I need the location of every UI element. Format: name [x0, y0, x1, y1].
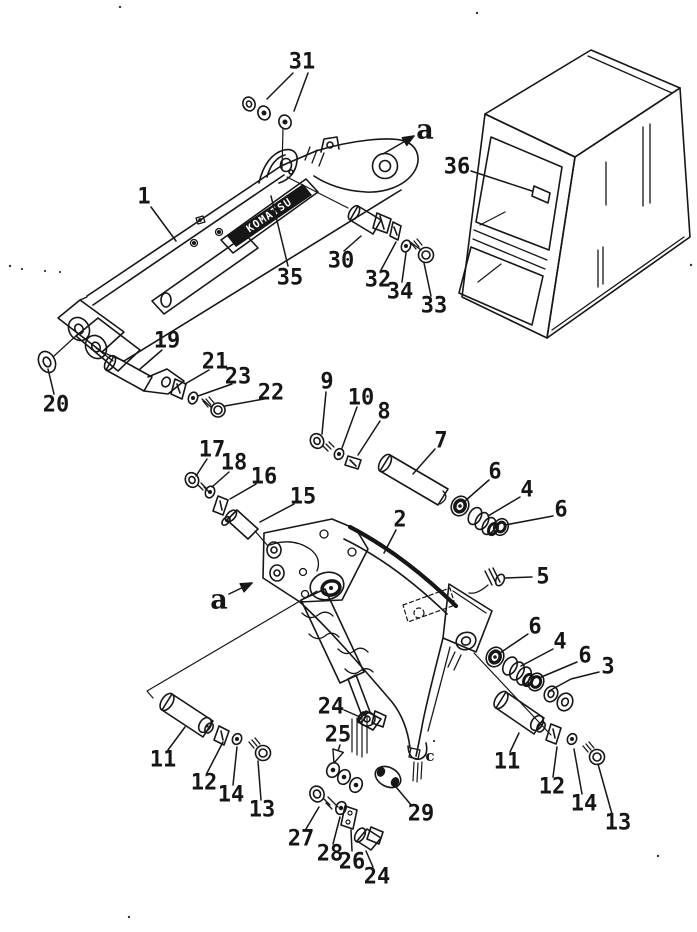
cylinder-rod [348, 675, 370, 716]
arm-bucket-eye [454, 630, 479, 653]
callout-14 [218, 747, 245, 808]
part-10-washer [333, 447, 346, 461]
callout-label-2: 2 [393, 507, 407, 533]
callout-label-21: 21 [201, 349, 229, 375]
cylinder-boot-lines [302, 612, 373, 673]
arm-bracket-ear-1 [267, 542, 281, 558]
callout-24 [318, 695, 360, 720]
callout-19 [140, 329, 180, 370]
cab-window-upper-reflection [480, 212, 505, 225]
callout-label-6: 6 [578, 643, 592, 669]
cab-right-face [547, 88, 690, 338]
callout-25 [325, 723, 352, 764]
callout-label-13: 13 [248, 797, 276, 823]
part-24-pin-lower [352, 826, 383, 850]
part-13-bolt-right [583, 742, 605, 765]
callout-label-24: 24 [363, 864, 391, 890]
callout-label-8: 8 [377, 399, 391, 425]
callout-a [383, 115, 434, 155]
cab-id-plate-36 [532, 186, 550, 203]
callout-label-10: 10 [347, 385, 375, 411]
part-14-washer-left [231, 732, 244, 746]
callout-label-28: 28 [316, 841, 344, 867]
leader-line [402, 253, 406, 282]
callout-label-18: 18 [220, 450, 248, 476]
arm-bracket [263, 519, 368, 602]
arm-inner-edge [416, 638, 443, 756]
arm-bracket-ear-2 [270, 565, 284, 581]
callout-label-34: 34 [386, 279, 414, 305]
arm-tip-hole [409, 748, 420, 759]
part-32-clip [390, 222, 401, 240]
leader-line [151, 207, 176, 241]
part-link-29 [372, 762, 405, 791]
part-9-bolt [308, 431, 334, 451]
cab-left-face [462, 114, 575, 338]
leader-line [505, 516, 553, 525]
leader-line [358, 421, 380, 455]
boom-top-inner-edge [93, 175, 284, 305]
callout-label-24: 24 [317, 694, 345, 720]
leader-line [521, 649, 553, 666]
leader-line [424, 263, 431, 296]
callout-6 [500, 615, 542, 654]
leader-line [333, 817, 340, 844]
leader-line [342, 407, 357, 448]
leader-line [574, 749, 582, 794]
arm-bracket-ear-1-hole [271, 547, 277, 553]
callout-label-4: 4 [553, 629, 567, 655]
part-8-clip [345, 456, 361, 469]
callout-label-25: 25 [324, 722, 352, 748]
callout-31 [267, 50, 315, 112]
arm-top-edge-heavy [350, 527, 456, 606]
callout-label-36: 36 [443, 154, 471, 180]
callout-24 [364, 851, 391, 890]
callout-21 [185, 350, 228, 385]
loose-parts [35, 95, 604, 850]
part-17-bolt [183, 470, 208, 491]
callout-20 [43, 369, 70, 418]
callout-2 [384, 508, 407, 554]
part-20-ring [35, 349, 59, 376]
cab-right-face-lines [598, 124, 650, 287]
part-19-pin [102, 354, 184, 394]
arm-weld-ticks [448, 652, 461, 670]
leader-line [539, 662, 577, 678]
part-16-clip [213, 496, 228, 515]
boom-panel-hole [161, 293, 171, 307]
part-13-bolt-left [249, 738, 271, 761]
part-34-washer [400, 239, 413, 253]
cab-window-lower [459, 247, 543, 325]
leader-line [471, 171, 532, 191]
callout-label-29: 29 [407, 801, 435, 827]
part-12-clip-left [214, 726, 229, 745]
boom-foot [58, 297, 140, 371]
callout-label-31: 31 [288, 49, 316, 75]
arm-inner-parallel [428, 647, 450, 731]
arm-bucket-eye-hole [460, 636, 471, 647]
callout-label-a: a [210, 584, 228, 616]
cab [459, 50, 690, 338]
arm-pivot-boss-hole [329, 586, 333, 590]
part-12-clip-right [546, 724, 561, 744]
callout-c [425, 747, 434, 765]
boom-nose-eye-hole [380, 161, 391, 172]
callout-label-12: 12 [190, 770, 218, 796]
part-5-plug [469, 568, 506, 593]
callout-36 [444, 155, 532, 192]
callout-label-17: 17 [198, 437, 226, 463]
callout-label-27: 27 [287, 826, 315, 852]
part-14-washer-right [566, 732, 579, 746]
komatsu-decal-text: KOMATSU [244, 195, 295, 236]
part-4-bushing-lower [500, 655, 535, 688]
callout-label-20: 20 [42, 392, 70, 418]
boom-nose [314, 139, 418, 192]
part-15-pin [220, 508, 258, 539]
leader-line [351, 830, 352, 851]
boom-foot-eye-rear [64, 314, 93, 345]
callout-label-30: 30 [327, 248, 355, 274]
callout-27 [288, 807, 319, 852]
arm-top-edge-thin [344, 539, 447, 614]
callout-label-32: 32 [364, 267, 392, 293]
cab-roof-inner-line [588, 56, 672, 93]
leader-line [322, 392, 326, 434]
leader-line [381, 242, 396, 270]
callout-label-15: 15 [289, 484, 317, 510]
callout-15 [260, 485, 316, 523]
callout-7 [413, 429, 448, 475]
leader-line [553, 747, 557, 777]
callout-label-a: a [416, 114, 434, 146]
leader-line [344, 710, 360, 717]
leader-line [233, 747, 237, 785]
callout-33 [421, 263, 448, 319]
boom-nose-eye [373, 154, 398, 179]
callout-label-6: 6 [488, 459, 502, 485]
callout-label-7: 7 [434, 428, 448, 454]
callout-label-12: 12 [538, 774, 566, 800]
leader-arrowhead [402, 136, 414, 145]
callout-label-c: c [425, 747, 435, 765]
leader-line [413, 449, 435, 474]
callout-9 [320, 370, 333, 435]
part-28-washer [334, 800, 348, 816]
cab-roof [485, 50, 680, 157]
callout-12 [539, 747, 566, 800]
callout-34 [387, 253, 414, 305]
part-31-washers [241, 95, 293, 130]
part-23-washer [187, 391, 200, 405]
callout-label-14: 14 [570, 791, 598, 817]
part-7-pin [376, 452, 448, 505]
callout-label-35: 35 [276, 265, 304, 291]
arm-end-cap [443, 584, 492, 652]
cab-window-lower-reflection [478, 264, 501, 282]
leader-line [500, 634, 528, 653]
part-27-bolt [308, 784, 338, 809]
callout-label-6: 6 [528, 614, 542, 640]
part-11-pin-left [157, 691, 215, 737]
callout-label-33: 33 [420, 293, 448, 319]
callout-11 [150, 727, 185, 773]
callout-label-11: 11 [493, 749, 521, 775]
callout-5 [505, 565, 550, 590]
arm-bracket-ear-2-hole [274, 570, 280, 576]
callout-label-14: 14 [217, 782, 245, 808]
callout-label-9: 9 [320, 369, 334, 395]
leader-line [267, 73, 293, 99]
callout-label-1: 1 [137, 184, 151, 210]
arm-assembly [263, 519, 492, 792]
part-11-pin-right [491, 689, 547, 734]
part-33-bolt [409, 239, 434, 263]
leader-line [258, 761, 261, 800]
callout-label-3: 3 [601, 654, 615, 680]
callout-label-6: 6 [554, 497, 568, 523]
part-22-bolt [202, 397, 225, 417]
leader-line [465, 480, 489, 501]
part-25-washers [324, 761, 364, 795]
arm-end-cap-line [453, 591, 486, 613]
leader-line [294, 73, 308, 111]
callout-label-5: 5 [536, 564, 550, 590]
arm-tip-hatch [413, 762, 422, 782]
callout-a [210, 583, 252, 616]
callout-label-19: 19 [153, 328, 181, 354]
callout-label-4: 4 [520, 477, 534, 503]
cab-bottom-inner-line [552, 237, 684, 330]
callout-label-26: 26 [338, 849, 366, 875]
callout-label-23: 23 [224, 364, 252, 390]
callout-1 [137, 185, 176, 242]
callout-13 [249, 761, 276, 823]
part-3-washers [542, 684, 576, 713]
leader-arrowhead [240, 583, 252, 592]
leader-line [488, 497, 520, 516]
boom-bracket-hole [289, 170, 293, 174]
callout-label-16: 16 [250, 464, 278, 490]
callout-29 [396, 787, 434, 827]
boom-nose-tab [321, 137, 339, 152]
boom-assembly [58, 137, 418, 371]
leader-arrowhead [333, 749, 343, 763]
leader-line [505, 577, 532, 578]
leader-line [598, 764, 612, 814]
leader-line [207, 742, 223, 773]
callout-30 [328, 236, 361, 274]
callout-label-13: 13 [604, 810, 632, 836]
callout-13 [598, 764, 631, 836]
callout-6 [465, 460, 502, 502]
callout-6 [505, 498, 568, 526]
callout-label-11: 11 [149, 747, 177, 773]
callout-11 [494, 733, 521, 775]
callout-label-22: 22 [257, 380, 285, 406]
part-26-plate [341, 806, 357, 829]
part-24-pin-upper [357, 711, 386, 730]
